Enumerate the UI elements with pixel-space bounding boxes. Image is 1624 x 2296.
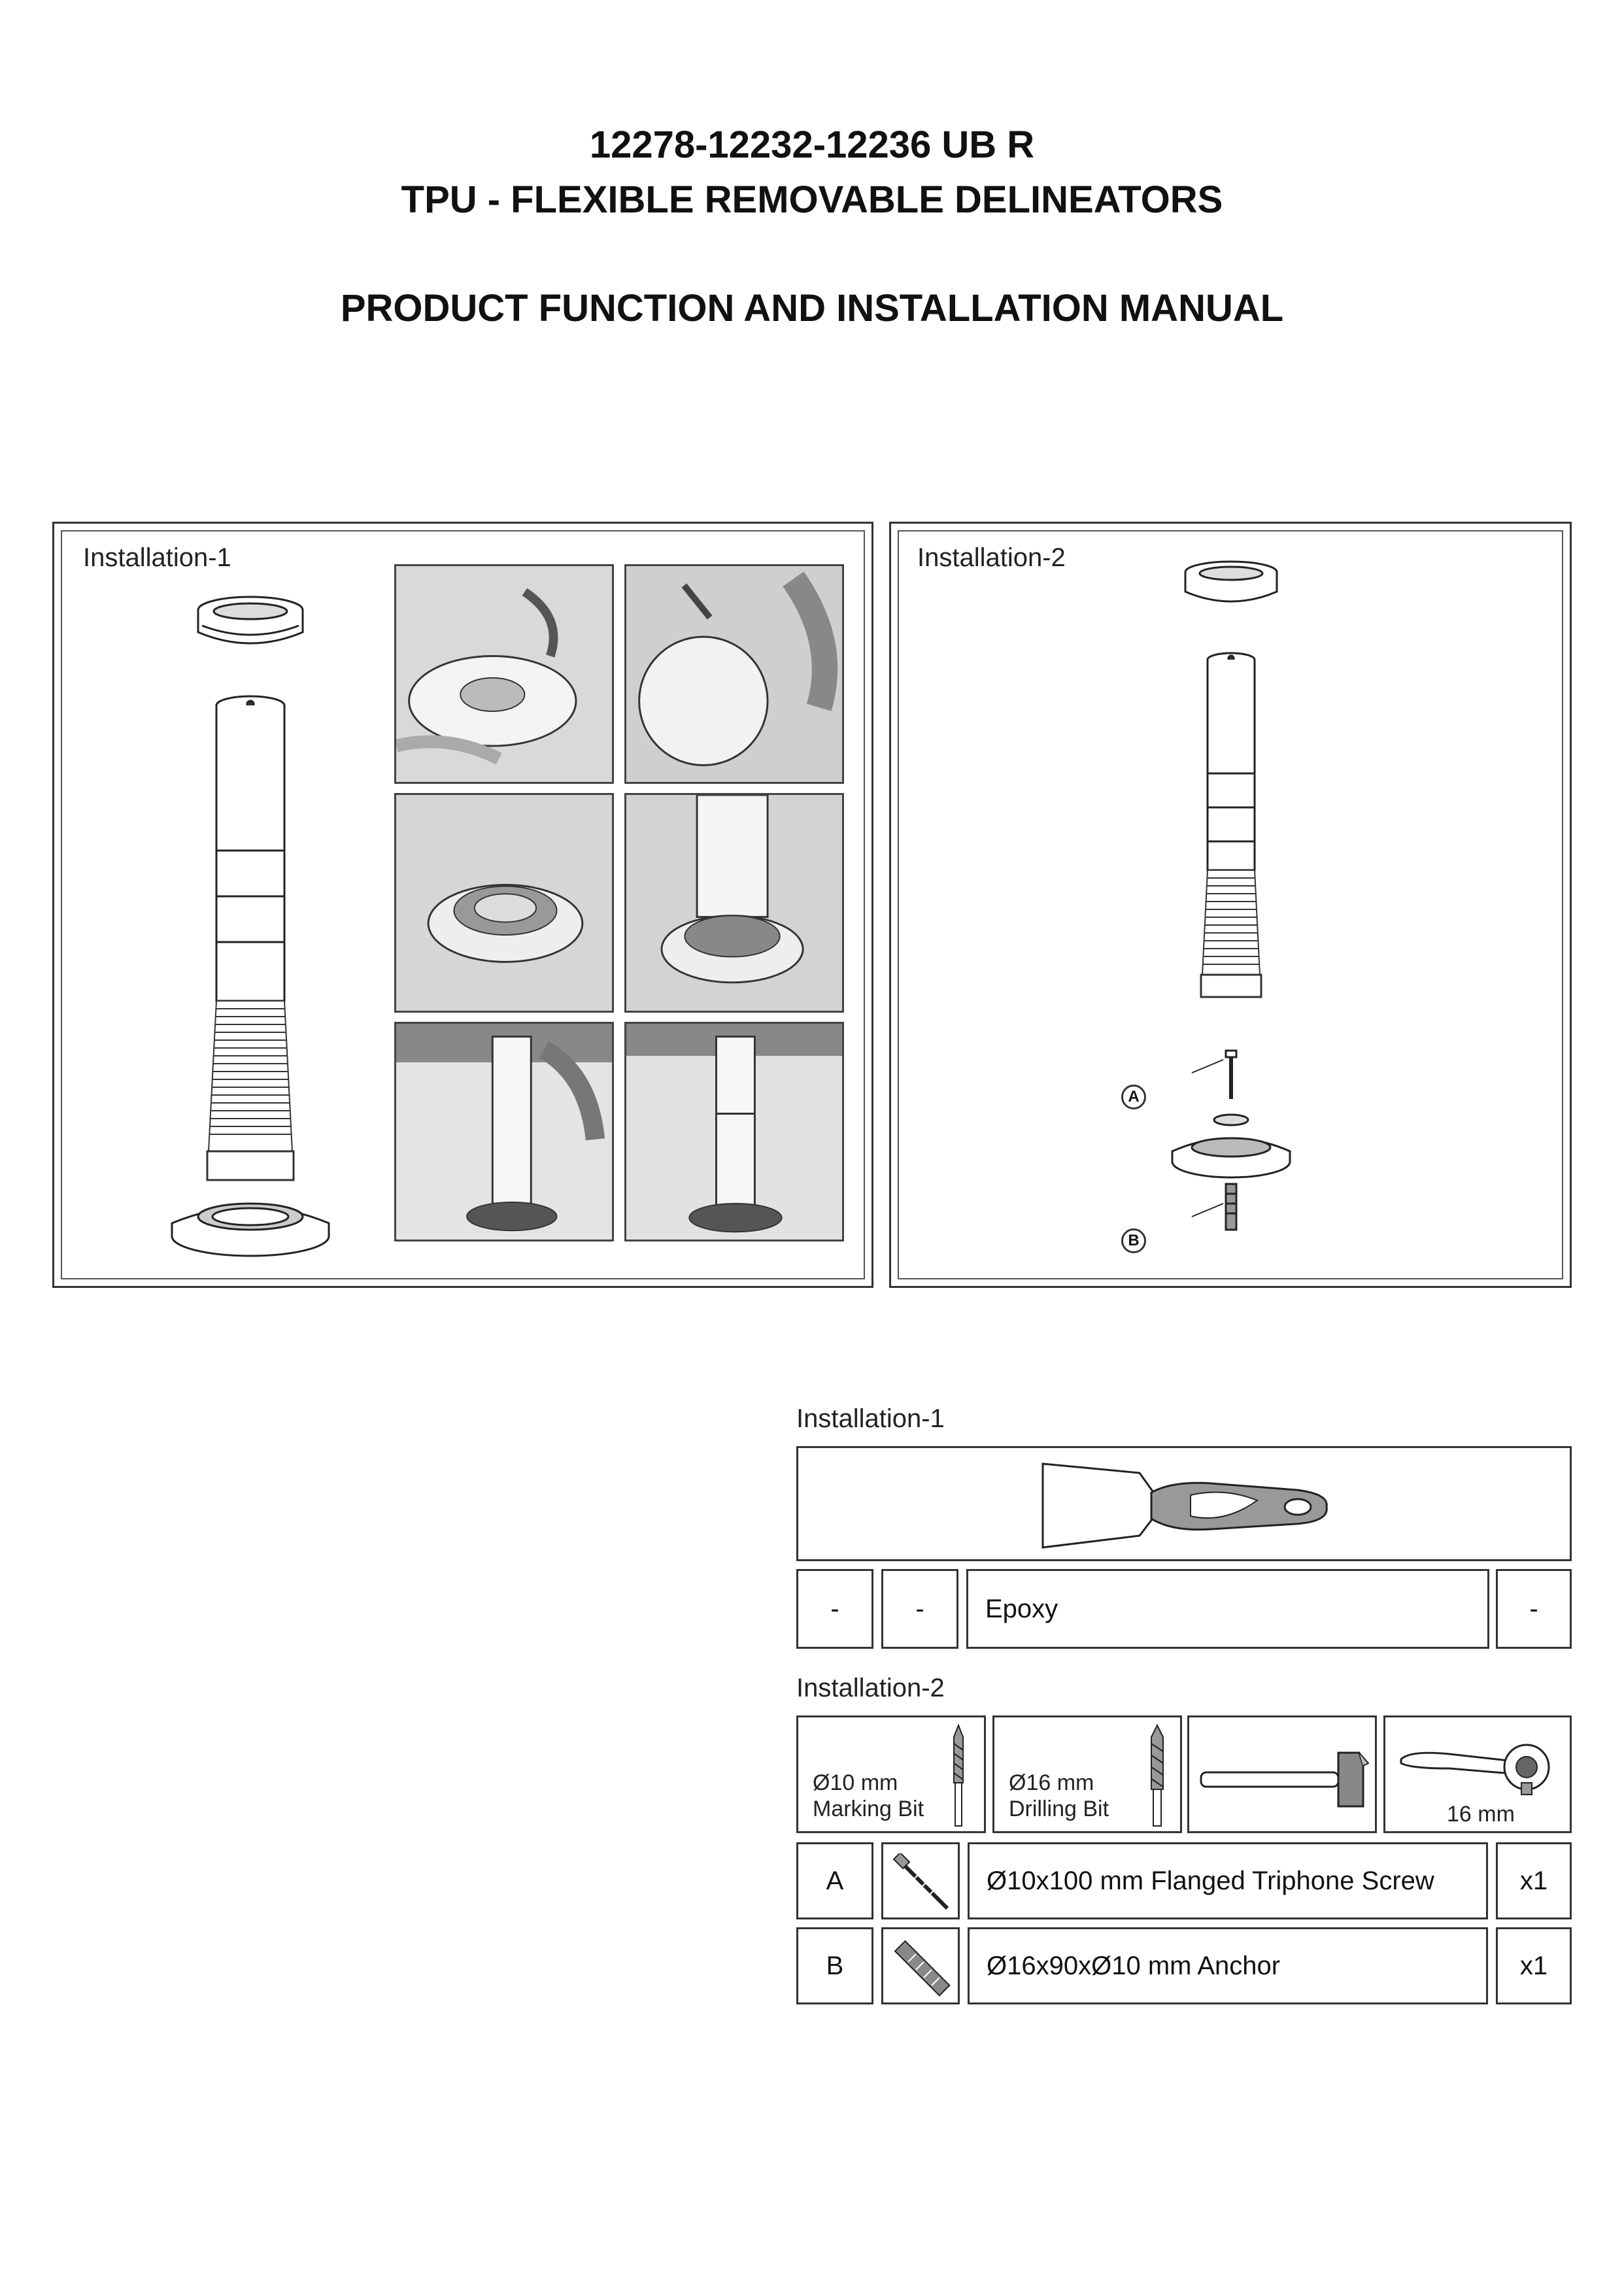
part-a-qty: x1	[1519, 1866, 1548, 1895]
marking-bit-tool-box	[796, 1715, 986, 1833]
ratchet-wrench-size-label: 16 mm	[1447, 1802, 1515, 1827]
installation-2-panel-label: Installation-2	[917, 543, 1066, 572]
drill-bit-icon	[949, 1724, 968, 1829]
cap-ring-icon	[1185, 562, 1277, 601]
hammer-tool-box	[1187, 1715, 1377, 1833]
anchor-icon	[892, 1938, 951, 1997]
part-b-description: Ø16x90xØ10 mm Anchor	[987, 1951, 1281, 1980]
photo-post-in-base-image	[626, 795, 842, 1011]
drilling-bit-label	[1009, 1770, 1109, 1822]
washer-icon	[1214, 1115, 1248, 1125]
base-icon	[172, 1204, 329, 1256]
materials-installation-2-label: Installation-2	[796, 1674, 945, 1702]
post-icon	[216, 696, 284, 1001]
drill-bit-icon	[1147, 1724, 1167, 1829]
installation-photo-post-in-base	[624, 793, 844, 1013]
installation-photo-installed-delineator	[624, 1022, 844, 1241]
materials-1-cell-1	[796, 1569, 873, 1649]
marking-bit-label	[813, 1770, 924, 1822]
marking-bit-diameter: Ø10 mm	[813, 1770, 898, 1795]
part-a-qty-cell	[1496, 1842, 1572, 1919]
installation-1-panel	[52, 522, 873, 1288]
photo-scraping-base-image	[396, 566, 612, 782]
installation-photo-fixing-post	[394, 1022, 614, 1241]
photo-cleaned-surface-image	[626, 566, 842, 782]
part-a-icon-cell	[881, 1842, 960, 1919]
ratchet-wrench-tool-box	[1383, 1715, 1572, 1833]
part-a-letter-cell	[796, 1842, 873, 1919]
part-a-letter: A	[826, 1866, 844, 1895]
part-b-qty: x1	[1519, 1951, 1548, 1980]
materials-installation-1-label: Installation-1	[796, 1404, 945, 1433]
delineator-anchor-exploded-drawing	[1153, 556, 1310, 1262]
installation-photo-base-on-ground	[394, 793, 614, 1013]
screw-icon	[892, 1853, 951, 1912]
ratchet-wrench-icon	[1397, 1730, 1563, 1796]
photo-fixing-post-image	[396, 1024, 612, 1240]
putty-knife-icon	[1041, 1461, 1329, 1550]
materials-1-cell-4	[1496, 1569, 1572, 1649]
part-b-icon-cell	[881, 1927, 960, 2004]
part-b-letter: B	[826, 1951, 844, 1980]
part-a-description: Ø10x100 mm Flanged Triphone Screw	[987, 1866, 1434, 1895]
screw-icon	[1226, 1051, 1236, 1099]
document-title-product-codes: 12278-12232-12236 UB R	[589, 124, 1035, 166]
post-icon	[1208, 653, 1255, 870]
document-title-manual: PRODUCT FUNCTION AND INSTALLATION MANUAL	[340, 287, 1284, 329]
part-b-letter-cell	[796, 1927, 873, 2004]
callout-a-leader	[1192, 1060, 1223, 1073]
installation-2-panel	[889, 522, 1572, 1288]
materials-1-epoxy-text: Epoxy	[985, 1594, 1058, 1623]
part-b-description-cell	[968, 1927, 1488, 2004]
base-icon	[1172, 1138, 1290, 1177]
drilling-bit-name: Drilling Bit	[1009, 1797, 1109, 1821]
installation-photo-scraping-base	[394, 564, 614, 784]
materials-1-cell-4-text: -	[1529, 1594, 1538, 1623]
anchor-icon	[1226, 1184, 1236, 1230]
callout-b-leader	[1192, 1204, 1223, 1217]
delineator-exploded-drawing	[146, 563, 355, 1269]
materials-1-cell-epoxy	[966, 1569, 1489, 1649]
callout-b-marker: B	[1121, 1228, 1146, 1253]
flexible-section-icon	[1201, 870, 1261, 997]
drilling-bit-tool-box	[992, 1715, 1182, 1833]
cap-ring-icon	[198, 597, 303, 643]
drilling-bit-diameter: Ø16 mm	[1009, 1770, 1094, 1795]
materials-1-cell-2-text: -	[915, 1594, 924, 1623]
hammer-icon	[1198, 1744, 1370, 1809]
flexible-section-icon	[207, 1001, 294, 1180]
materials-1-cell-1-text: -	[830, 1594, 839, 1623]
photo-installed-delineator-image	[626, 1024, 842, 1240]
document-title-product-name: TPU - FLEXIBLE REMOVABLE DELINEATORS	[401, 178, 1223, 221]
installation-1-panel-label: Installation-1	[83, 543, 231, 572]
part-a-description-cell	[968, 1842, 1488, 1919]
marking-bit-name: Marking Bit	[813, 1797, 924, 1821]
callout-a-marker: A	[1121, 1085, 1146, 1109]
materials-1-cell-2	[881, 1569, 958, 1649]
installation-photo-cleaned-surface	[624, 564, 844, 784]
photo-base-on-ground-image	[396, 795, 612, 1011]
putty-knife-tool-box	[796, 1446, 1572, 1561]
part-b-qty-cell	[1496, 1927, 1572, 2004]
